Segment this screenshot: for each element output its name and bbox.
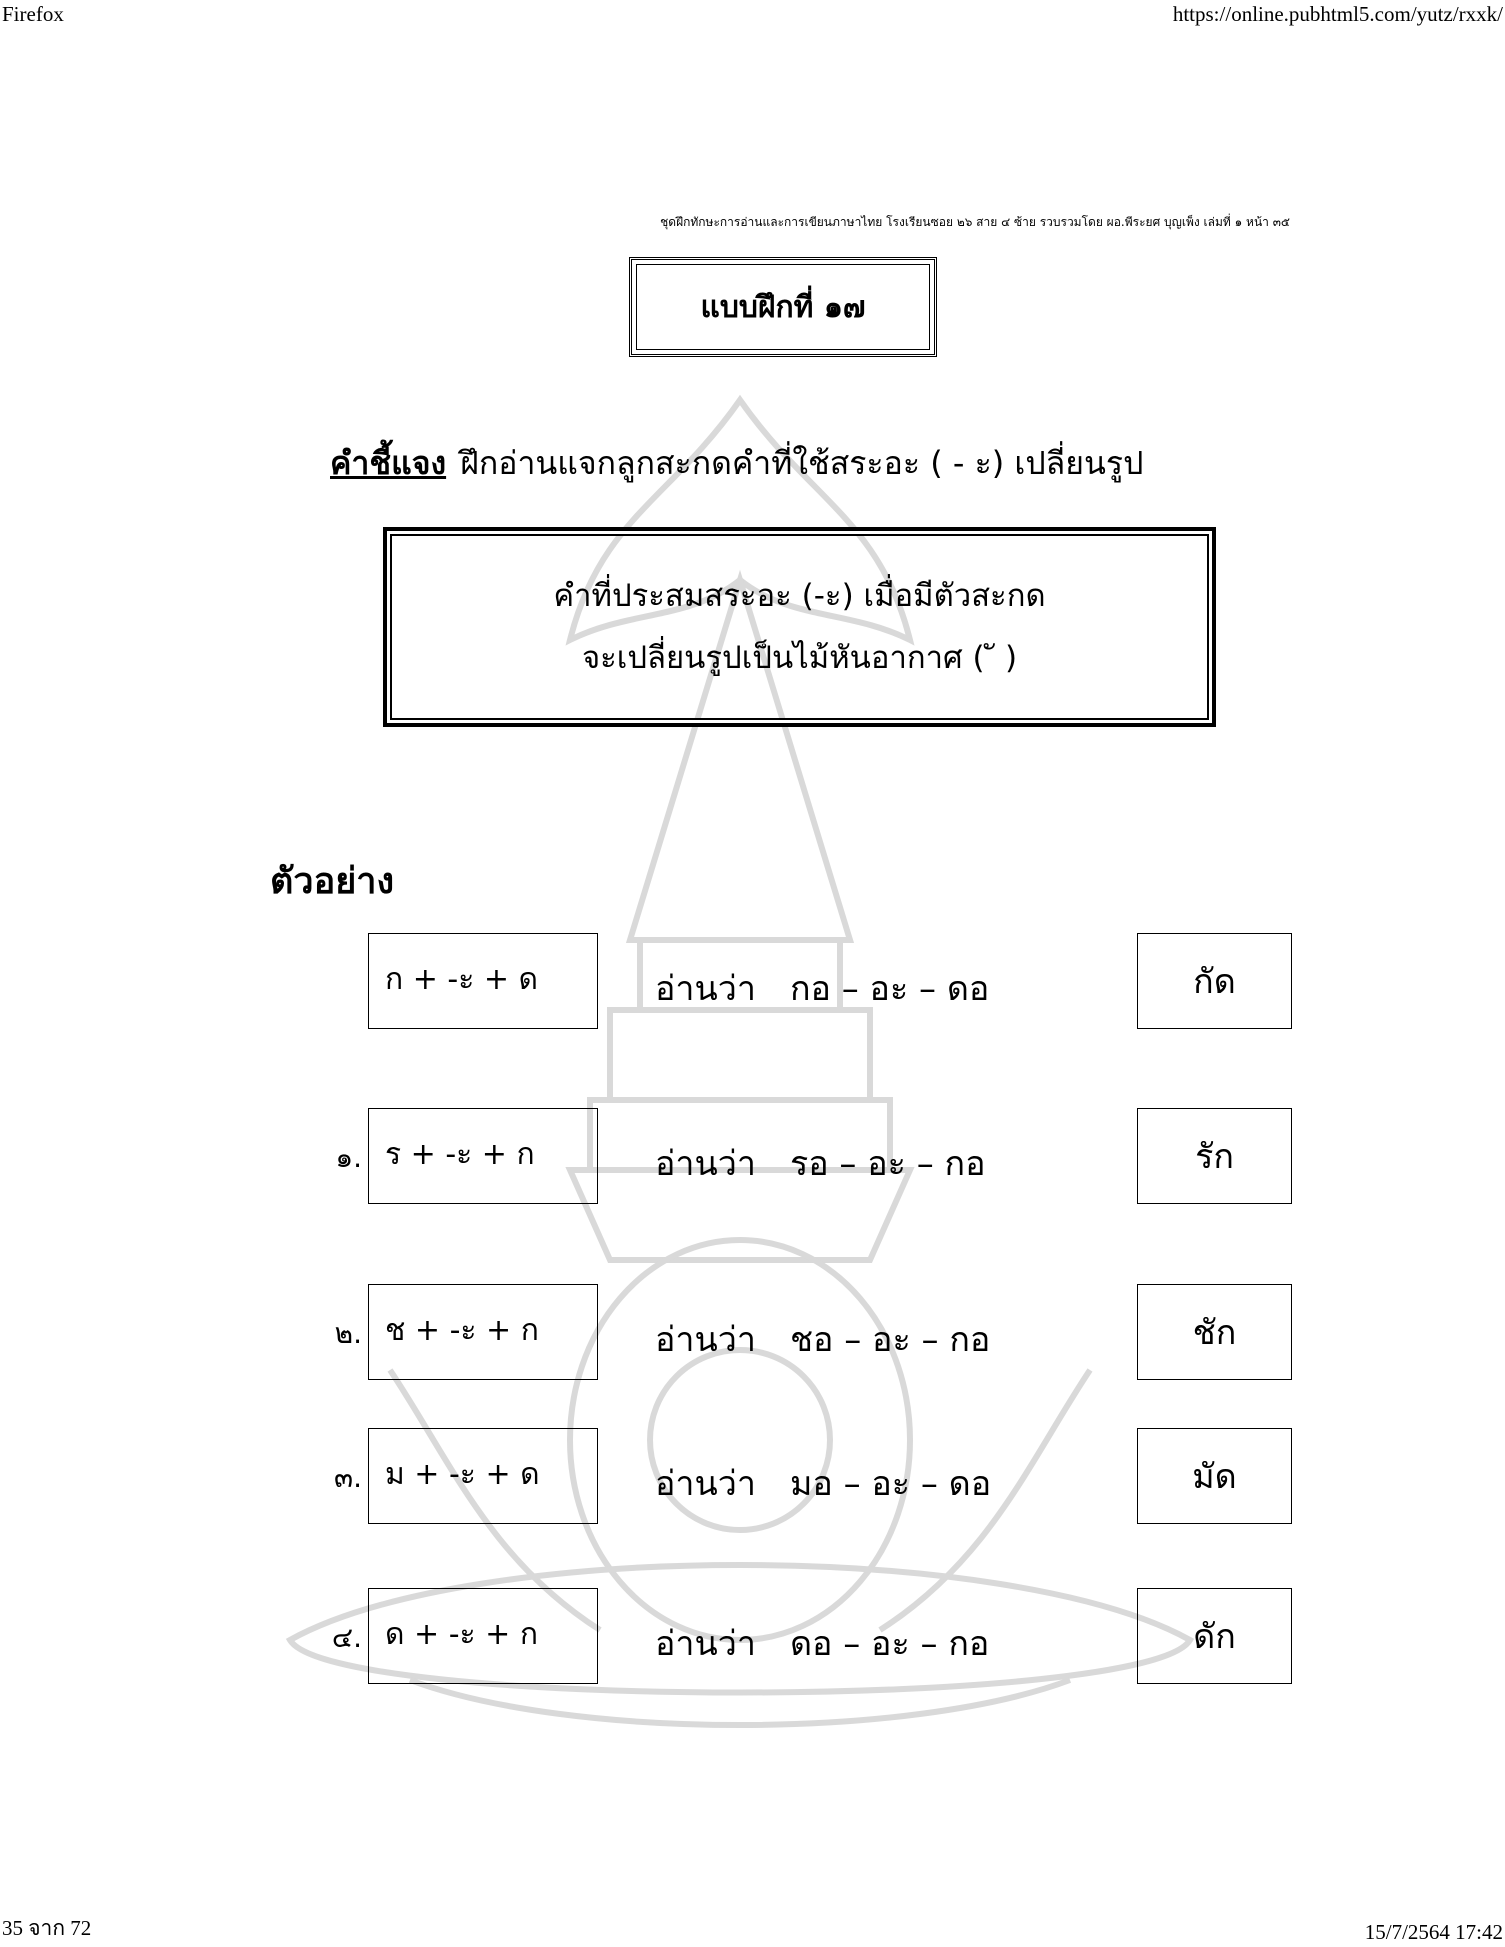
document-header: ชุดฝึกทักษะการอ่านและการเขียนภาษาไทย โรงเรียนซอย ๒๖ สาย ๔ ซ้าย รวบรวมโดย ผอ.พีระยศ บุญเพ็ง เล่มที่ ๑ หน้า ๓๕ — [660, 215, 1290, 229]
reading-text: กอ – อะ – ดอ — [789, 969, 990, 1009]
answer-word: ชัก — [1137, 1284, 1292, 1380]
reading-text: ชอ – อะ – กอ — [789, 1320, 991, 1360]
read-label: อ่านว่า — [655, 1144, 756, 1184]
instruction-text: ฝึกอ่านแจกลูกสะกดคำที่ใช้สระอะ ( - ะ) เปลี่ยนรูป — [460, 444, 1144, 482]
exercise-row-1 — [0, 1108, 1505, 1204]
spelling-formula: ด + -ะ + ก — [368, 1588, 598, 1684]
answer-word: รัก — [1137, 1108, 1292, 1204]
rule-line-2: จะเปลี่ยนรูปเป็นไม้หันอากาศ ( ั ) — [581, 640, 1018, 676]
print-datetime: 15/7/2564 17:42 — [1364, 1920, 1503, 1944]
spelling-formula: ช + -ะ + ก — [368, 1284, 598, 1380]
exercise-row-3 — [0, 1428, 1505, 1524]
read-label: อ่านว่า — [655, 969, 756, 1009]
rule-line-1: คำที่ประสมสระอะ (-ะ) เมื่อมีตัวสะกด — [553, 578, 1046, 614]
exercise-title: แบบฝึกที่ ๑๗ — [629, 257, 937, 357]
answer-word: ดัก — [1137, 1588, 1292, 1684]
exercise-row-4 — [0, 1588, 1505, 1684]
example-row — [0, 933, 1505, 1029]
row-number: ๑. — [335, 1141, 362, 1174]
spelling-formula: ก + -ะ + ด — [368, 933, 598, 1029]
read-label: อ่านว่า — [655, 1320, 756, 1360]
reading — [655, 1136, 986, 1190]
row-number: ๔. — [331, 1621, 362, 1654]
example-heading: ตัวอย่าง — [270, 861, 395, 902]
exercise-row-2 — [0, 1284, 1505, 1380]
rule-box — [383, 527, 1216, 727]
spelling-formula: ร + -ะ + ก — [368, 1108, 598, 1204]
row-number: ๒. — [334, 1317, 362, 1350]
reading — [655, 1616, 989, 1670]
instruction-label: คำชี้แจง — [330, 444, 447, 482]
reading-text: มอ – อะ – ดอ — [789, 1464, 992, 1504]
row-number: ๓. — [333, 1461, 362, 1494]
read-label: อ่านว่า — [655, 1624, 756, 1664]
reading — [655, 1456, 991, 1510]
spelling-formula: ม + -ะ + ด — [368, 1428, 598, 1524]
reading-text: ดอ – อะ – กอ — [789, 1624, 990, 1664]
reading — [655, 961, 989, 1015]
browser-app-name: Firefox — [2, 2, 64, 26]
page-url[interactable]: https://online.pubhtml5.com/yutz/rxxk/ — [1172, 2, 1503, 26]
reading-text: รอ – อะ – กอ — [789, 1144, 986, 1184]
instruction — [330, 438, 1143, 489]
reading — [655, 1312, 990, 1366]
page-counter: 35 จาก 72 — [2, 1916, 92, 1940]
answer-word: กัด — [1137, 933, 1292, 1029]
answer-word: มัด — [1137, 1428, 1292, 1524]
read-label: อ่านว่า — [655, 1464, 756, 1504]
